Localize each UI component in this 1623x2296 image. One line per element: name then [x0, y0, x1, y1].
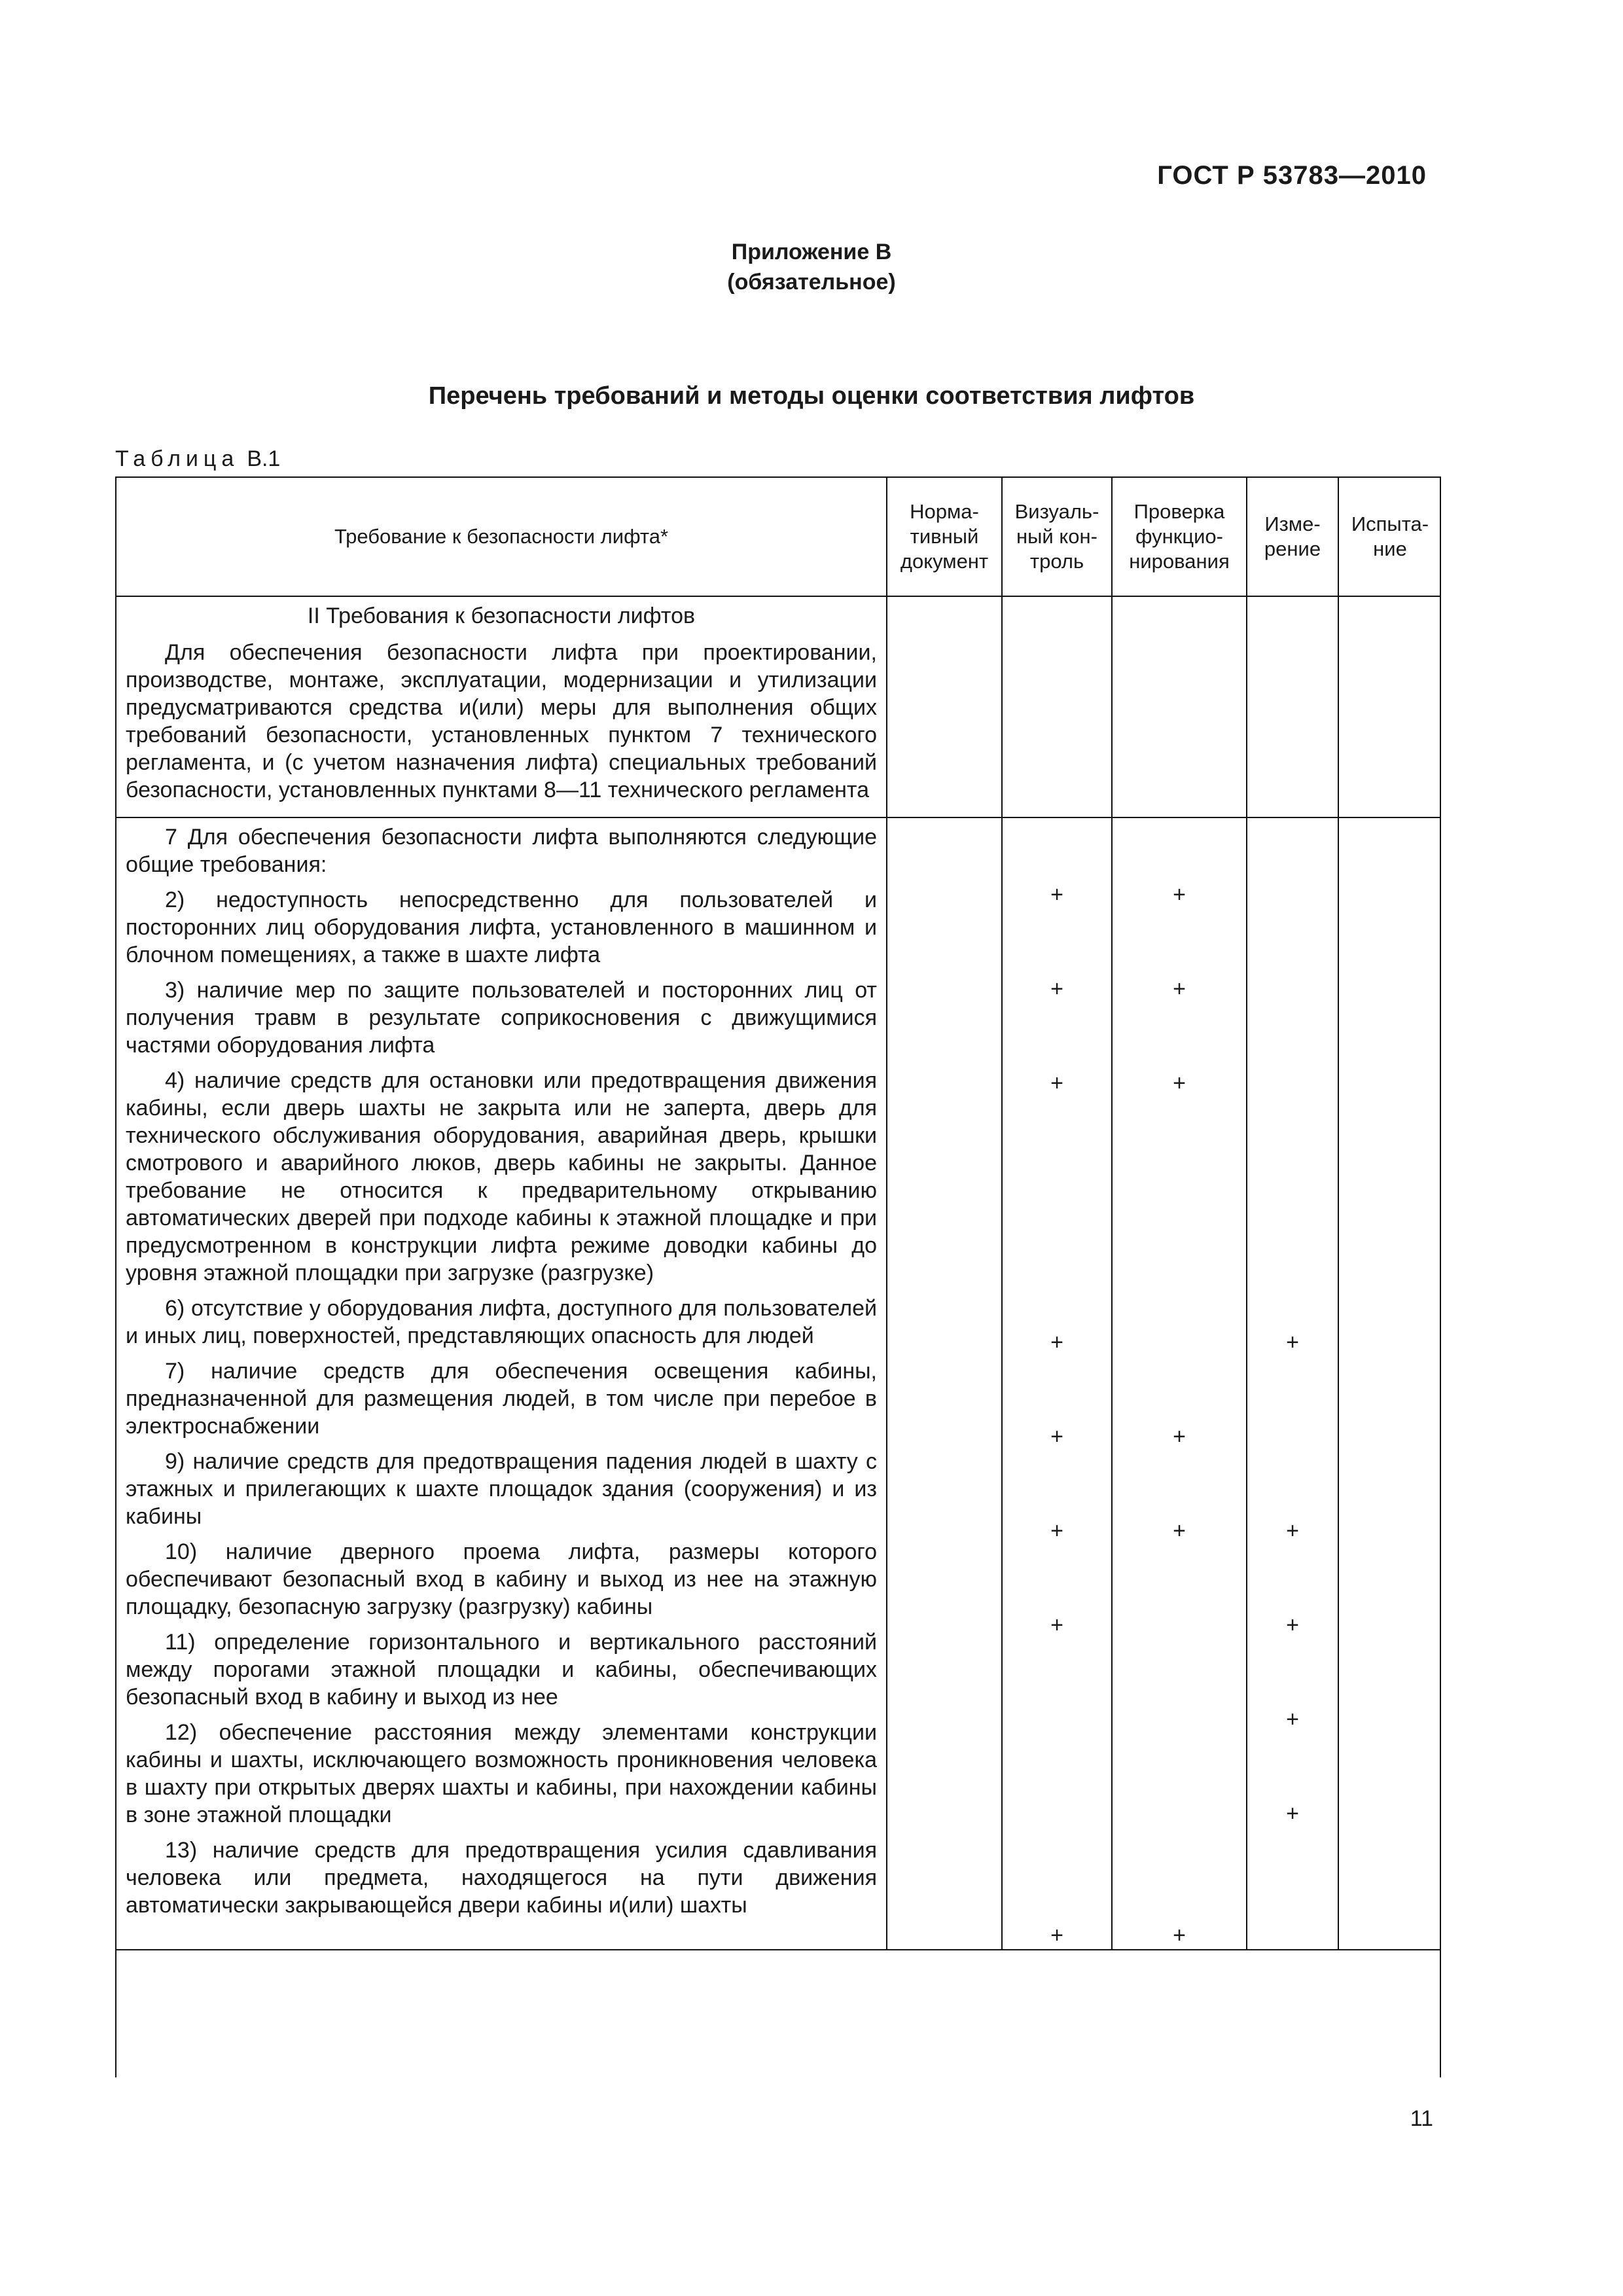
table-label: [115, 446, 280, 472]
requirement-text: 4) наличие средств для остановки или предотвращения движения кабины, если дверь шахты не закрыта или не заперта, дверь для технического обслуживания оборудования, аварийная дверь, крышки смотрового и аварийного люков, дверь кабины не закрыты. Данное требование не относится к предварительному открыванию автоматических дверей при подходе кабины к этажной площадке и при предусмотренном в конструкции лифта режиме доводки кабины до уровня этажной площадки при загрузке (разгрузке): [126, 1068, 877, 1285]
mark-row-13: +: [1173, 1923, 1186, 1948]
cell-testing: [1338, 596, 1441, 817]
mark-row-11: [1003, 1706, 1111, 1733]
mark-row-6: +: [1286, 1330, 1299, 1355]
requirement-text: 6) отсутствие у оборудования лифта, доступного для пользователей и иных лиц, поверхностей, представляющих опасность для людей: [126, 1296, 877, 1348]
mark-row-11: [1113, 1706, 1246, 1733]
requirement-text: 10) наличие дверного проема лифта, размеры которого обеспечивают безопасный вход в кабину и выход из нее на этажную площадку, безопасную загрузку (разгрузку) кабины: [126, 1539, 877, 1619]
table-header-row: [116, 477, 1441, 596]
mark-row-9: +: [1286, 1518, 1299, 1543]
requirement-text: 9) наличие средств для предотвращения падения людей в шахту с этажных и прилегающих к шахте площадок здания (сооружения) и из кабины: [126, 1449, 877, 1529]
mark-row-2: +: [1173, 882, 1186, 907]
mark-row-10: +: [1286, 1613, 1299, 1638]
requirement-cell: [116, 596, 887, 817]
requirement-text: 2) недоступность непосредственно для пользователей и посторонних лиц оборудования лифта, установленного в машинном и блочном помещениях, а также в шахте лифта: [126, 888, 877, 967]
requirement-text: 11) определение горизонтального и вертикального расстояний между порогами этажной площадки и кабины, обеспечивающих безопасный вход в кабину и выход из нее: [126, 1630, 877, 1710]
mark-row-12: [1113, 1800, 1246, 1827]
col-header-requirement: Требование к безопасности лифта*: [116, 477, 887, 596]
cell-normative: [887, 817, 1002, 1950]
mark-row-9: +: [1050, 1518, 1063, 1543]
cell-visual: [1002, 596, 1112, 817]
col-header-visual: Визуаль-ный кон-троль: [1002, 477, 1112, 596]
cell-measurement: [1247, 817, 1338, 1950]
mark-row-6: +: [1050, 1330, 1063, 1355]
mark-row-7: +: [1173, 1424, 1186, 1449]
table-row: [116, 596, 1441, 817]
col-header-testing: Испыта-ние: [1338, 477, 1441, 596]
cell-function-check: [1112, 596, 1247, 817]
mark-row-12: +: [1286, 1801, 1299, 1826]
cell-function-check: [1112, 817, 1247, 1950]
cell-measurement: [1247, 596, 1338, 817]
cell-testing: [1338, 817, 1441, 1950]
page-number: 11: [1410, 2106, 1433, 2131]
section-title: Перечень требований и методы оценки соответствия лифтов: [428, 382, 1195, 410]
mark-row-4: +: [1173, 1071, 1186, 1096]
mark-row-7: +: [1050, 1424, 1063, 1449]
document-code: ГОСТ Р 53783—2010: [1157, 161, 1427, 190]
cell-visual: [1002, 817, 1112, 1950]
requirement-cell: [116, 817, 887, 1950]
table-body: [116, 596, 1441, 1950]
requirement-intro: 7 Для обеспечения безопасности лифта выполняются следующие общие требования:: [126, 825, 877, 877]
mark-row-3: +: [1050, 977, 1063, 1001]
appendix-heading: [0, 237, 1623, 297]
mark-row-3: +: [1173, 977, 1186, 1001]
col-header-measurement: Изме-рение: [1247, 477, 1338, 596]
mark-row-10: +: [1050, 1613, 1063, 1638]
section-heading: II Требования к безопасности лифтов: [307, 603, 696, 628]
mark-row-4: [1247, 1069, 1338, 1097]
mark-row-11: +: [1286, 1707, 1299, 1732]
mark-row-13: +: [1050, 1923, 1063, 1948]
requirements-table: [115, 476, 1441, 1950]
mark-row-9: +: [1173, 1518, 1186, 1543]
requirement-text: 12) обеспечение расстояния между элементами конструкции кабины и шахты, исключающего возможность проникновения человека в шахту при открытых дверях шахты и кабины, при нахождении кабины в зоне этажной площадки: [126, 1720, 877, 1827]
mark-row-2: +: [1050, 882, 1063, 907]
mark-row-7: [1247, 1423, 1338, 1450]
requirement-text: Для обеспечения безопасности лифта при проектировании, производстве, монтаже, эксплуатации, модернизации и утилизации предусматриваются средства и(или) меры для выполнения общих требований безопасности, установленных пунктом 7 технического регламента, и (с учетом назначения лифта) специальных требований безопасности, установленных пунктами 8—11 технического регламента: [126, 640, 877, 802]
table-label-number: В.1: [247, 446, 281, 471]
cell-normative: [887, 596, 1002, 817]
requirement-text: 13) наличие средств для предотвращения усилия сдавливания человека или предмета, находящегося на пути движения автоматически закрывающейся двери кабины и(или) шахты: [126, 1838, 877, 1918]
appendix-status: (обязательное): [727, 270, 896, 295]
mark-row-12: [1003, 1800, 1111, 1827]
col-header-normative: Норма-тивный документ: [887, 477, 1002, 596]
requirement-text: 7) наличие средств для обеспечения освещения кабины, предназначенной для размещения людей, в том числе при перебое в электроснабжении: [126, 1359, 877, 1439]
mark-row-4: +: [1050, 1071, 1063, 1096]
mark-row-3: [1247, 975, 1338, 1003]
col-header-function-check: Проверка функцио-нирования: [1112, 477, 1247, 596]
requirements-table-frame: [115, 476, 1441, 2077]
mark-row-2: [1247, 881, 1338, 908]
mark-row-10: [1113, 1611, 1246, 1639]
mark-row-6: [1113, 1329, 1246, 1356]
table-label-word: Таблица: [115, 446, 240, 471]
table-row: [116, 817, 1441, 1950]
appendix-title: Приложение В: [731, 240, 892, 264]
requirement-text: 3) наличие мер по защите пользователей и посторонних лиц от получения травм в результате соприкосновения с движущимися частями оборудования лифта: [126, 978, 877, 1058]
